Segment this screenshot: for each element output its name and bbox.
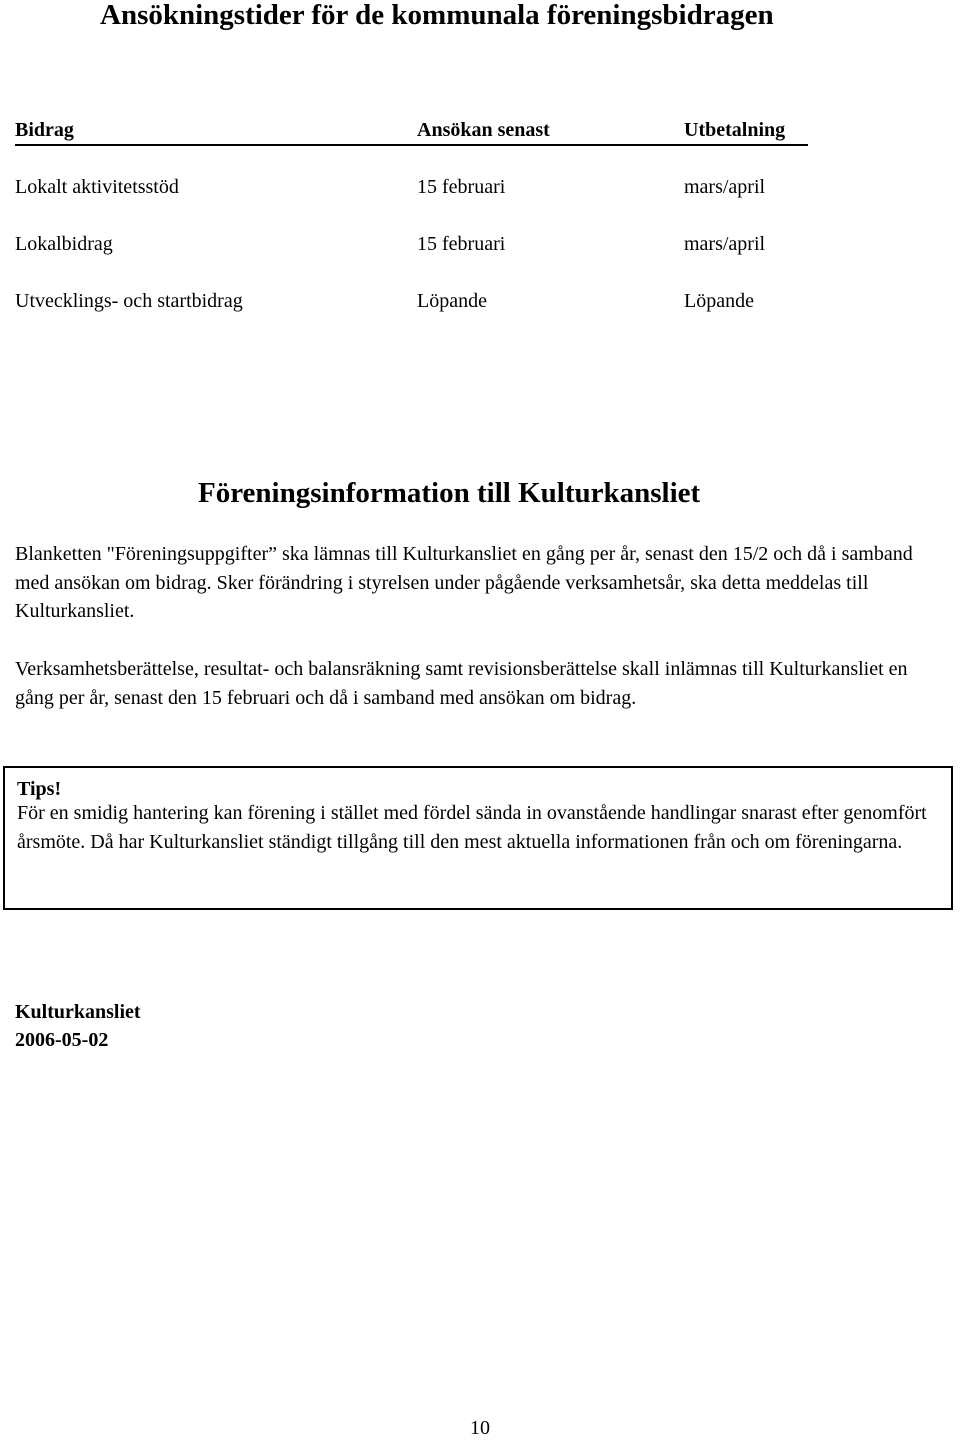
cell-ansokan-senast: 15 februari (417, 176, 506, 198)
header-utbetalning: Utbetalning (684, 119, 786, 141)
tips-text: För en smidig hantering kan förening i stället med fördel sända in ovanstående handlingar snarast efter genomfört årsmöte. Då har Kulturkansliet ständigt tillgång till den mest aktuella informationen från och om föreningarna. (17, 802, 927, 853)
page-title: Ansökningstider för de kommunala föreningsbidragen (100, 0, 774, 31)
signature-name: Kulturkansliet (15, 1001, 141, 1023)
table-row (15, 288, 808, 314)
header-ansokan-senast: Ansökan senast (417, 119, 550, 141)
cell-utbetalning: mars/april (684, 233, 766, 255)
cell-ansokan-senast: 15 februari (417, 233, 506, 255)
signature-block (15, 998, 141, 1054)
section-heading: Föreningsinformation till Kulturkansliet (198, 477, 701, 509)
paragraph-foreningsuppgifter: Blanketten "Föreningsuppgifter” ska lämnas till Kulturkansliet en gång per år, senast den 15/2 och då i samband med ansökan om bidrag. Sker förändring i styrelsen under pågående verksamhetsår, ska detta meddelas till Kulturkansliet. (15, 543, 913, 622)
table-row (15, 231, 808, 257)
table-row (15, 174, 808, 200)
cell-bidrag: Utvecklings- och startbidrag (15, 290, 243, 312)
cell-ansokan-senast: Löpande (417, 290, 487, 312)
cell-bidrag: Lokalbidrag (15, 233, 113, 255)
cell-bidrag: Lokalt aktivitetsstöd (15, 176, 179, 198)
header-bidrag: Bidrag (15, 119, 74, 141)
paragraph-verksamhetsberattelse: Verksamhetsberättelse, resultat- och balansräkning samt revisionsberättelse skall inlämnas till Kulturkansliet en gång per år, senast den 15 februari och då i samband med ansökan om bidrag. (15, 658, 908, 709)
table-header-row (15, 117, 808, 146)
signature-date: 2006-05-02 (15, 1029, 109, 1051)
tips-title: Tips! (17, 778, 62, 800)
cell-utbetalning: mars/april (684, 176, 766, 198)
tips-box (3, 766, 953, 910)
page-number: 10 (470, 1417, 490, 1439)
deadline-table (15, 117, 808, 317)
cell-utbetalning: Löpande (684, 290, 754, 312)
